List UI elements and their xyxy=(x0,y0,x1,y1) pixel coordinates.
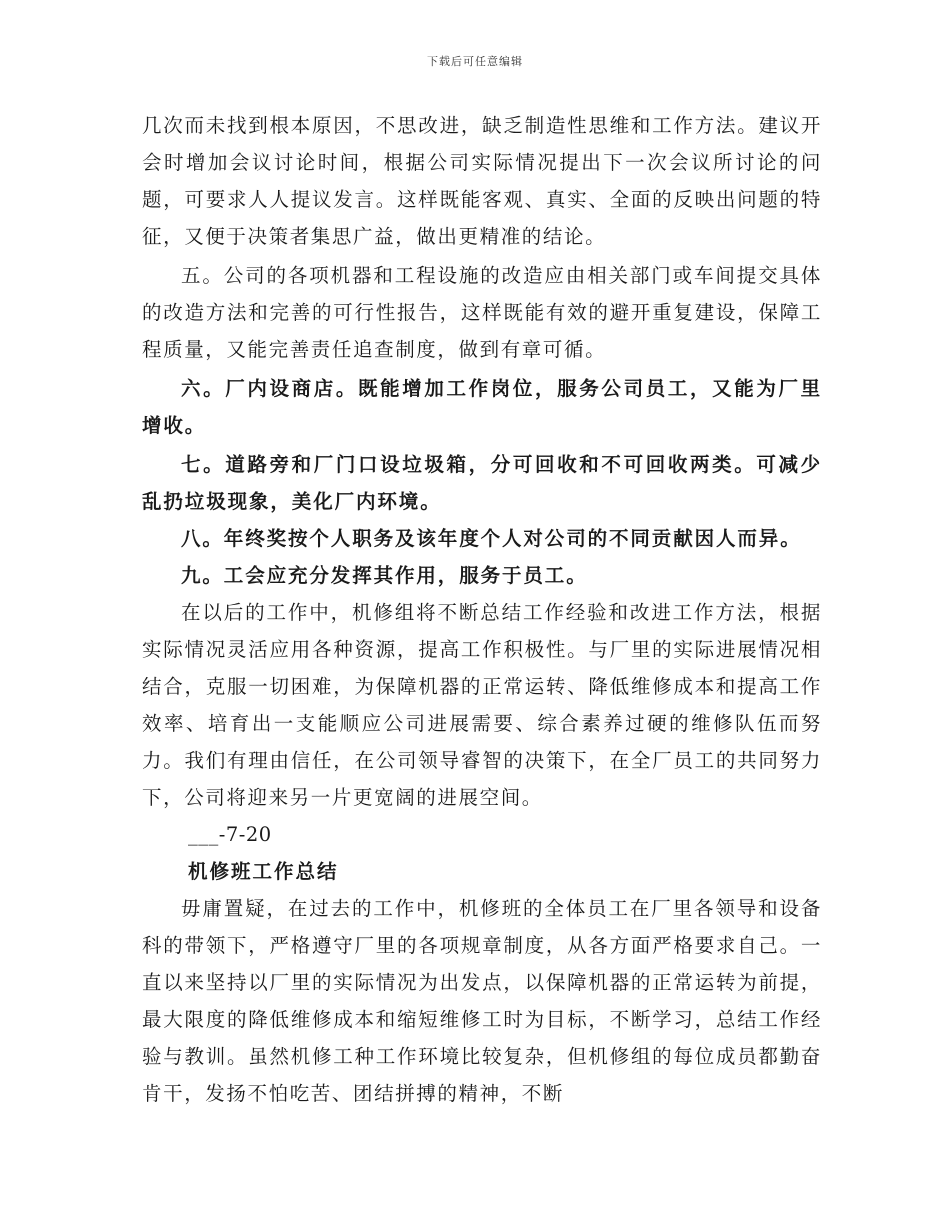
paragraph-continued: 几次而未找到根本原因，不思改进，缺乏制造性思维和工作方法。建议开会时增加会议讨论时间，根据公司实际情况提出下一次会议所讨论的问题，可要求人人提议发言。这样既能客观、真实、全面的反映出问题的特征，又便于决策者集思广益，做出更精准的结论。 xyxy=(142,114,822,248)
section-title: 机修班工作总结 xyxy=(188,860,339,883)
paragraph-item-6: 六。厂内设商店。既能增加工作岗位，服务公司员工，又能为厂里增收。 xyxy=(142,377,822,437)
page-header-note: 下载后可任意编辑 xyxy=(427,55,523,68)
paragraph-item-5: 五。公司的各项机器和工程设施的改造应由相关部门或车间提交具体的改造方法和完善的可行性报告，这样既能有效的避开重复建设，保障工程质量，又能完善责任追查制度，做到有章可循。 xyxy=(142,264,822,361)
paragraph-item-7: 七。道路旁和厂门口设垃圾箱，分可回收和不可回收两类。可减少乱扔垃圾现象，美化厂内环境。 xyxy=(142,453,822,513)
document-body xyxy=(142,107,822,1112)
paragraph-item-9: 九。工会应充分发挥其作用，服务于员工。 xyxy=(181,564,588,587)
section-paragraph: 毋庸置疑，在过去的工作中，机修班的全体员工在厂里各领导和设备科的带领下，严格遵守厂里的各项规章制度，从各方面严格要求自己。一直以来坚持以厂里的实际情况为出发点，以保障机器的正常运转为前提，最大限度的降低维修成本和缩短维修工时为目标，不断学习，总结工作经验与教训。虽然机修工种工作环境比较复杂，但机修组的每位成员都勤奋肯干，发扬不怕吃苦、团结拼搏的精神，不断 xyxy=(142,897,822,1105)
paragraph-item-8: 八。年终奖按个人职务及该年度个人对公司的不同贡献因人而异。 xyxy=(181,527,802,550)
paragraph-conclusion: 在以后的工作中，机修组将不断总结工作经验和改进工作方法，根据实际情况灵活应用各种资源，提高工作积极性。与厂里的实际进展情况相结合，克服一切困难，为保障机器的正常运转、降低维修成本和提高工作效率、培育出一支能顺应公司进展需要、综合素养过硬的维修队伍而努力。我们有理由信任，在公司领导睿智的决策下，在全厂员工的共同努力下，公司将迎来另一片更宽阔的进展空间。 xyxy=(142,601,822,809)
document-date: ___-7-20 xyxy=(188,823,272,846)
